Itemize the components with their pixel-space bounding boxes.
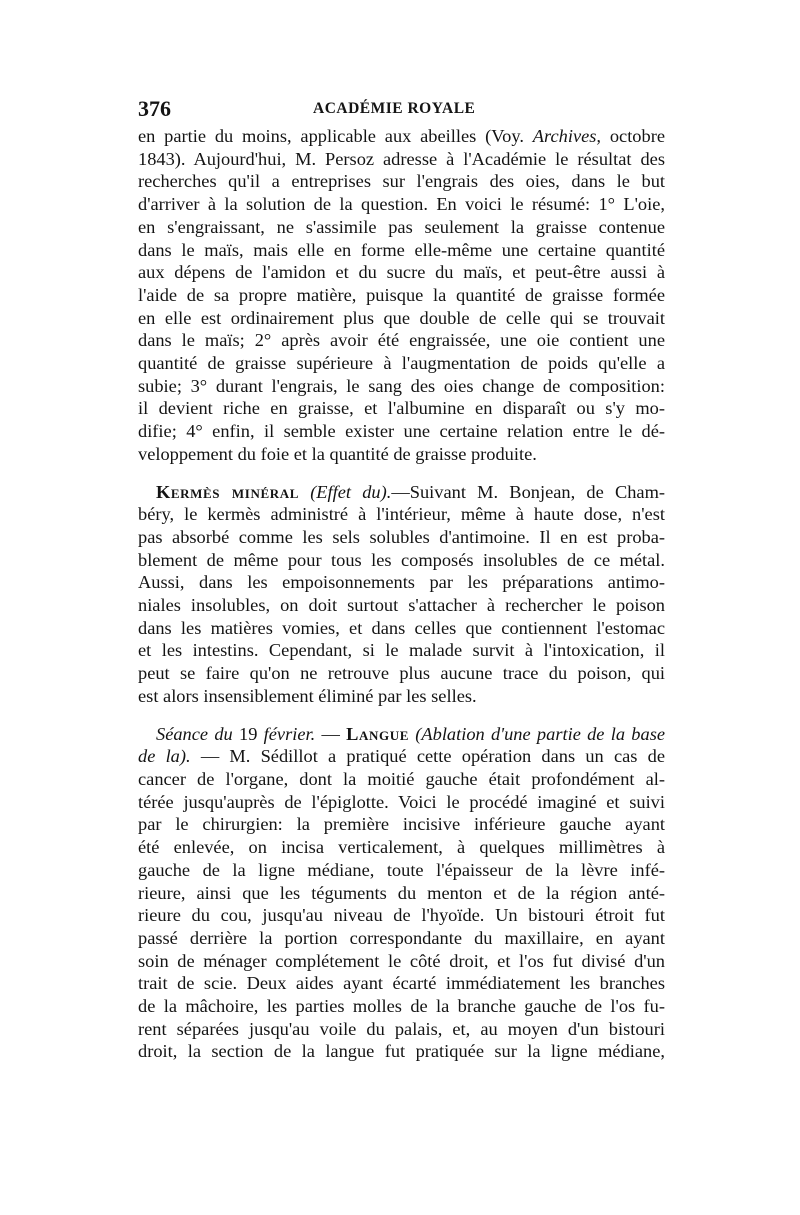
entry-heading: Langue <box>346 723 409 744</box>
text-line: Kermès minéral (Effet du).—Suivant M. Bonjean, de Cham- <box>156 481 665 502</box>
text-line: pas absorbé comme les sels solubles d'antimoine. Il en est proba- <box>138 526 665 547</box>
page-number: 376 <box>138 96 171 121</box>
paragraph-langue <box>138 723 665 1064</box>
text-line: subie; 3° durant l'engrais, le sang des oies change de composition: <box>138 375 665 396</box>
text-line: rieure du cou, jusqu'au niveau de l'hyoïde. Un bistouri étroit fut <box>138 905 665 926</box>
running-head: ACADÉMIE ROYALE <box>313 100 476 117</box>
paragraph-kermes-mineral <box>138 481 665 708</box>
text-line: niales insolubles, on doit surtout s'attacher à rechercher le poison <box>138 595 665 616</box>
text-line: en s'engraissant, ne s'assimile pas seulement la graisse contenue <box>138 216 665 237</box>
text-line: béry, le kermès administré à l'intérieur, même à haute dose, n'est <box>138 504 665 525</box>
text-line: recherches qu'il a entreprises sur l'engrais des oies, dans le but <box>138 171 665 192</box>
text-line: de la mâchoire, les parties molles de la branche gauche de l'os fu- <box>138 996 665 1017</box>
text-line: Aussi, dans les empoisonnements par les préparations antimo- <box>138 572 665 593</box>
text-line: droit, la section de la langue fut pratiquée sur la ligne médiane, <box>138 1041 665 1062</box>
text-line: peut se faire qu'on ne retrouve plus aucune trace du poison, qui <box>138 663 665 684</box>
entry-heading-qualifier: (Effet du). <box>310 481 392 502</box>
text-line: l'aide de sa propre matière, puisque la quantité de graisse formée <box>138 284 665 305</box>
text-line: térée jusqu'auprès de l'épiglotte. Voici le procédé imaginé et suivi <box>138 791 665 812</box>
text-line: d'arriver à la solution de la question. En voici le résumé: 1° L'oie, <box>138 194 665 215</box>
session-label: Séance du <box>156 723 233 744</box>
text-line: gauche de la ligne médiane, toute l'épaisseur de la lèvre infé- <box>138 859 665 880</box>
text-line: est alors insensiblement éliminé par les selles. <box>138 685 477 706</box>
text-line: en elle est ordinairement plus que double de celle qui se trouvait <box>138 307 665 328</box>
text-line: en partie du moins, applicable aux abeilles (Voy. Archives, octobre <box>138 126 665 146</box>
text-line: difie; 4° enfin, il semble exister une certaine relation entre le dé- <box>138 421 665 442</box>
entry-heading-qualifier: (Ablation d'une partie de la base <box>409 723 666 744</box>
text-line: quantité de graisse supérieure à l'augmentation de poids qu'elle a <box>138 353 665 374</box>
text-line: 1843). Aujourd'hui, M. Persoz adresse à l'Académie le résultat des <box>138 148 665 169</box>
text-line: et les intestins. Cependant, si le malade survit à l'intoxication, il <box>138 640 665 661</box>
text-line: par le chirurgien: la première incisive inférieure gauche ayant <box>138 814 665 835</box>
text-line: Séance du 19 février. — Langue (Ablation d'une partie de la base <box>156 723 666 744</box>
text-line: il devient riche en graisse, et l'albumine en disparaît ou s'y mo- <box>138 398 665 419</box>
text-line: de la). — M. Sédillot a pratiqué cette opération dans un cas de <box>138 746 666 767</box>
text-line: cancer de l'organe, dont la moitié gauche était profondément al- <box>138 768 665 789</box>
text-line: trait de scie. Deux aides ayant écarté immédiatement les branches <box>138 973 665 994</box>
page-header <box>138 93 665 125</box>
text-line: été enlevée, on incisa verticalement, à quelques millimètres à <box>138 837 665 858</box>
text-line: rieure, ainsi que les téguments du menton et de la région anté- <box>138 882 665 903</box>
text-line: soin de ménager complétement le côté droit, et l'os fut divisé d'un <box>138 950 665 971</box>
text-line: dans le maïs; 2° après avoir été engraissée, une oie contient une <box>138 330 665 351</box>
text-line: passé derrière la portion correspondante du maxillaire, en ayant <box>138 927 665 948</box>
text-line: rent séparées jusqu'au voile du palais, et, au moyen d'un bistouri <box>138 1018 665 1039</box>
body-text <box>138 125 665 1063</box>
text-line: veloppement du foie et la quantité de graisse produite. <box>138 443 537 464</box>
text-line: dans les matières vomies, et dans celles que contiennent l'estomac <box>138 617 665 638</box>
text-line: blement de même pour tous les composés insolubles de ce métal. <box>138 549 665 570</box>
paragraph-abeilles-oies <box>138 125 665 466</box>
book-page <box>138 93 665 1063</box>
text-line: aux dépens de l'amidon et du sucre du maïs, et peut-être aussi à <box>138 262 665 283</box>
text-line: dans le maïs, mais elle en forme elle-même une certaine quantité <box>138 239 665 260</box>
entry-heading: Kermès minéral <box>156 481 299 502</box>
